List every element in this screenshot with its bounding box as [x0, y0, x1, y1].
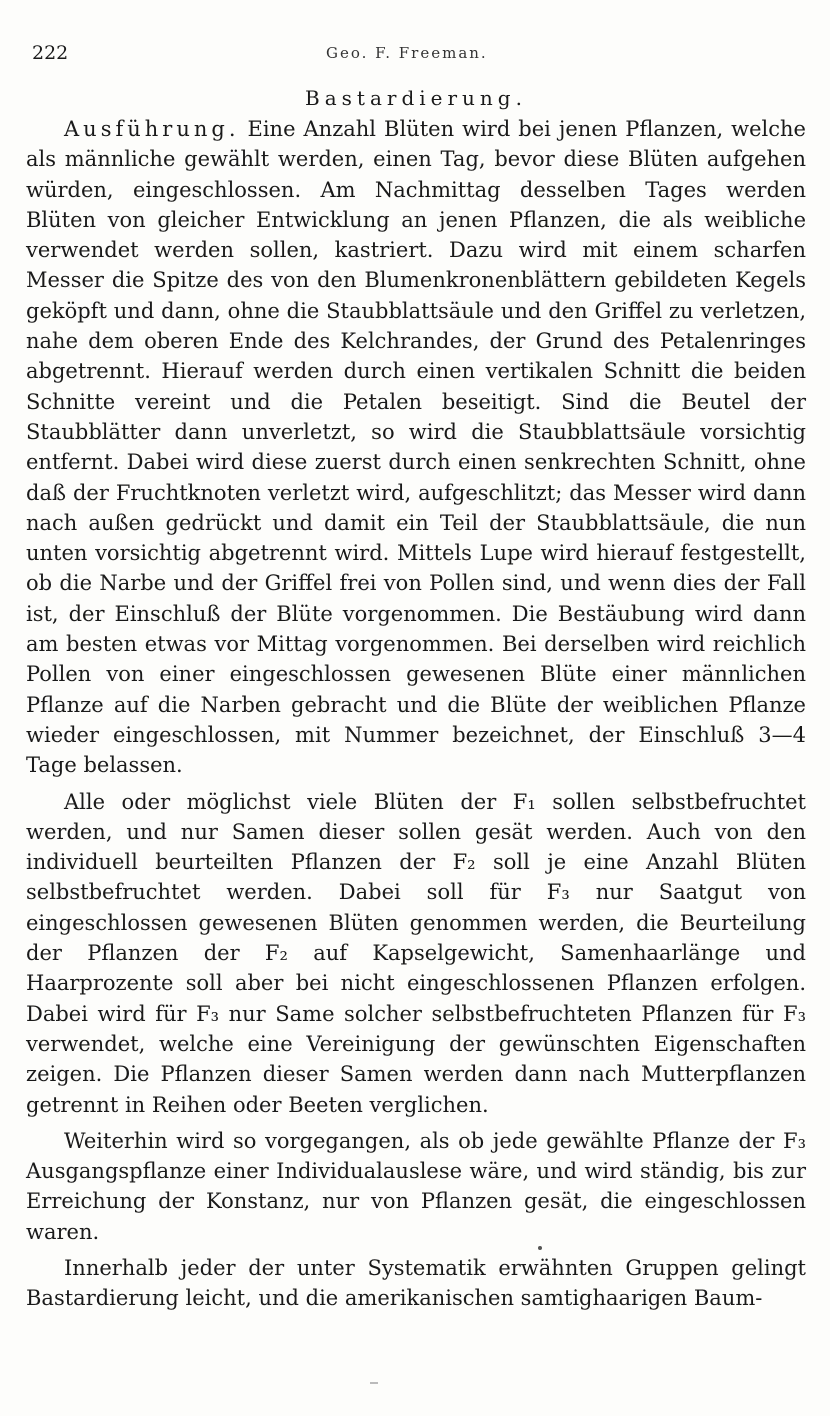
paragraph-4: Innerhalb jeder der unter Systematik erwähnten Gruppen gelingt Bastardierung leicht, und die amerikanischen samtighaarigen Baum-	[26, 1255, 806, 1311]
paragraph-2: Alle oder möglichst viele Blüten der F₁ sollen selbstbefruchtet werden, und nur Samen dieser sollen gesät werden. Auch von den individuell beurteilten Pflanzen der F₂ soll je eine Anzahl Blüten selbstbefruchtet werden. Dabei soll für F₃ nur Saatgut von eingeschlossen gewesenen Blüten genommen werden, die Beurteilung der Pflanzen der F₂ auf Kapselgewicht, Samenhaarlänge und Haarprozente soll aber bei nicht eingeschlossenen Pflanzen erfolgen. Dabei wird für F₃ nur Same solcher selbstbefruchteten Pflanzen für F₃ verwendet, welche eine Vereinigung der gewünschten Eigenschaften zeigen. Die Pflanzen dieser Samen werden dann nach Mutterpflanzen getrennt in Reihen oder Beeten verglichen.	[26, 789, 806, 1117]
paragraph-3: Weiterhin wird so vorgegangen, als ob jede gewählte Pflanze der F₃ Ausgangspflanze einer Individualauslese wäre, und wird ständig, bis zur Erreichung der Konstanz, nur von Pflanzen gesät, die eingeschlossen waren.	[26, 1128, 806, 1244]
print-mark	[370, 1382, 378, 1384]
page-number: 222	[32, 42, 69, 64]
body-text	[26, 114, 806, 1314]
paragraph-text: Eine Anzahl Blüten wird bei jenen Pflanzen, welche als männliche gewählt werden, einen Tag, bevor diese Blüten aufgehen würden, eingeschlossen. Am Nachmittag desselben Tages werden Blüten von gleicher Entwicklung an jenen Pflanzen, die als weibliche verwendet werden sollen, kastriert. Dazu wird mit einem scharfen Messer die Spitze des von den Blumenkronenblättern gebildeten Kegels geköpft und dann, ohne die Staubblattsäule und den Griffel zu verletzen, nahe dem oberen Ende des Kelchrandes, der Grund des Petalenringes abgetrennt. Hierauf werden durch einen vertikalen Schnitt die beiden Schnitte vereint und die Petalen beseitigt. Sind die Beutel der Staubblätter dann unverletzt, so wird die Staubblattsäule vorsichtig entfernt. Dabei wird diese zuerst durch einen senkrechten Schnitt, ohne daß der Fruchtknoten verletzt wird, aufgeschlitzt; das Messer wird dann nach außen gedrückt und damit ein Teil der Staubblattsäule, die nun unten vorsichtig abgetrennt wird. Mittels Lupe wird hierauf festgestellt, ob die Narbe und der Griffel frei von Pollen sind, und wenn dies der Fall ist, der Einschluß der Blüte vorgenommen. Die Bestäubung wird dann am besten etwas vor Mittag vorgenommen. Bei derselben wird reichlich Pollen von einer eingeschlossen gewesenen Blüte einer männlichen Pflanze auf die Narben gebracht und die Blüte der weiblichen Pflanze wieder eingeschlossen, mit Nummer bezeichnet, der Einschluß 3—4 Tage belassen.	[26, 117, 806, 778]
paragraph-1	[26, 114, 806, 781]
running-head: Geo. F. Freeman.	[326, 44, 488, 62]
section-title: Bastardierung.	[305, 86, 527, 110]
paragraph-lead: Ausführung.	[64, 117, 240, 141]
page-header	[26, 36, 806, 66]
page	[26, 36, 806, 1320]
print-speck	[538, 1246, 542, 1250]
